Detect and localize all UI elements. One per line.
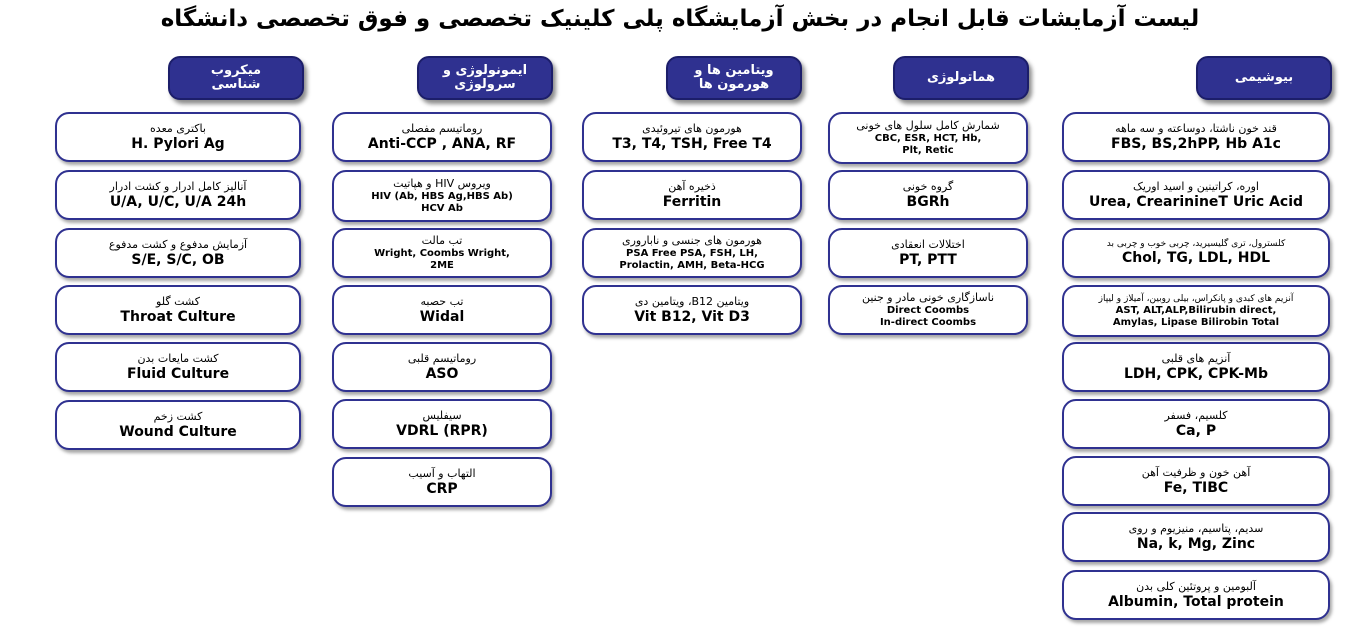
test-item: آنالیز کامل ادرار و کشت ادرار U/A, U/C, U/A 24h [55, 170, 301, 220]
test-item: ویروس HIV و هپاتیت HIV (Ab, HBS Ag,HBS Ab) HCV Ab [332, 170, 552, 222]
test-item: آنزیم های کبدی و پانکراس، بیلی روبین، آمیلاز و لیپاز AST, ALT,ALP,Bilirubin direct, Amylas, Lipase Bilirobin Total [1062, 285, 1330, 337]
test-item: کشت مایعات بدن Fluid Culture [55, 342, 301, 392]
test-item: سیفلیس VDRL (RPR) [332, 399, 552, 449]
test-item: شمارش کامل سلول های خونی CBC, ESR, HCT, Hb, Plt, Retic [828, 112, 1028, 164]
test-item: قند خون ناشتا، دوساعته و سه ماهه FBS, BS,2hPP, Hb A1c [1062, 112, 1330, 162]
test-item: آزمایش مدفوع و کشت مدفوع S/E, S/C, OB [55, 228, 301, 278]
test-item: کلسترول، تری گلیسیرید، چربی خوب و چربی بد Chol, TG, LDL, HDL [1062, 228, 1330, 278]
test-item: تب مالت Wright, Coombs Wright, 2ME [332, 228, 552, 278]
test-item: کشت گلو Throat Culture [55, 285, 301, 335]
test-item: سدیم، پتاسیم، منیزیوم و روی Na, k, Mg, Zinc [1062, 512, 1330, 562]
column-header-immunology-serology: ایمونولوژی و سرولوژی [417, 56, 553, 100]
test-item: آهن خون و ظرفیت آهن Fe, TIBC [1062, 456, 1330, 506]
test-item: اوره، کراتینین و اسید اوریک Urea, CrearinineT Uric Acid [1062, 170, 1330, 220]
test-item: روماتیسم قلبی ASO [332, 342, 552, 392]
column-header-microbiology: میکروب شناسی [168, 56, 304, 100]
test-item: آنزیم های قلبی LDH, CPK, CPK-Mb [1062, 342, 1330, 392]
test-item: گروه خونی BGRh [828, 170, 1028, 220]
column-header-vitamins-hormones: ویتامین ها و هورمون ها [666, 56, 802, 100]
column-header-biochemistry: بیوشیمی [1196, 56, 1332, 100]
test-item: هورمون های جنسی و ناباروری PSA Free PSA, FSH, LH, Prolactin, AMH, Beta-HCG [582, 228, 802, 278]
column-header-hematology: هماتولوژی [893, 56, 1029, 100]
test-item: ناسازگاری خونی مادر و جنین Direct Coombs In-direct Coombs [828, 285, 1028, 335]
test-item: اختلالات انعقادی PT, PTT [828, 228, 1028, 278]
test-item: باکتری معده H. Pylori Ag [55, 112, 301, 162]
test-item: التهاب و آسیب CRP [332, 457, 552, 507]
test-item: آلبومین و پروتئین کلی بدن Albumin, Total protein [1062, 570, 1330, 620]
test-item: ذخیره آهن Ferritin [582, 170, 802, 220]
test-item: کشت زخم Wound Culture [55, 400, 301, 450]
page-title: لیست آزمایشات قابل انجام در بخش آزمایشگاه پلی کلینیک تخصصی و فوق تخصصی دانشگاه [160, 6, 1200, 32]
test-item: کلسیم، فسفر Ca, P [1062, 399, 1330, 449]
test-item: روماتیسم مفصلی Anti-CCP , ANA, RF [332, 112, 552, 162]
test-item: ویتامین B12، ویتامین دی Vit B12, Vit D3 [582, 285, 802, 335]
test-item: تب حصبه Widal [332, 285, 552, 335]
test-item: هورمون های تیروئیدی T3, T4, TSH, Free T4 [582, 112, 802, 162]
